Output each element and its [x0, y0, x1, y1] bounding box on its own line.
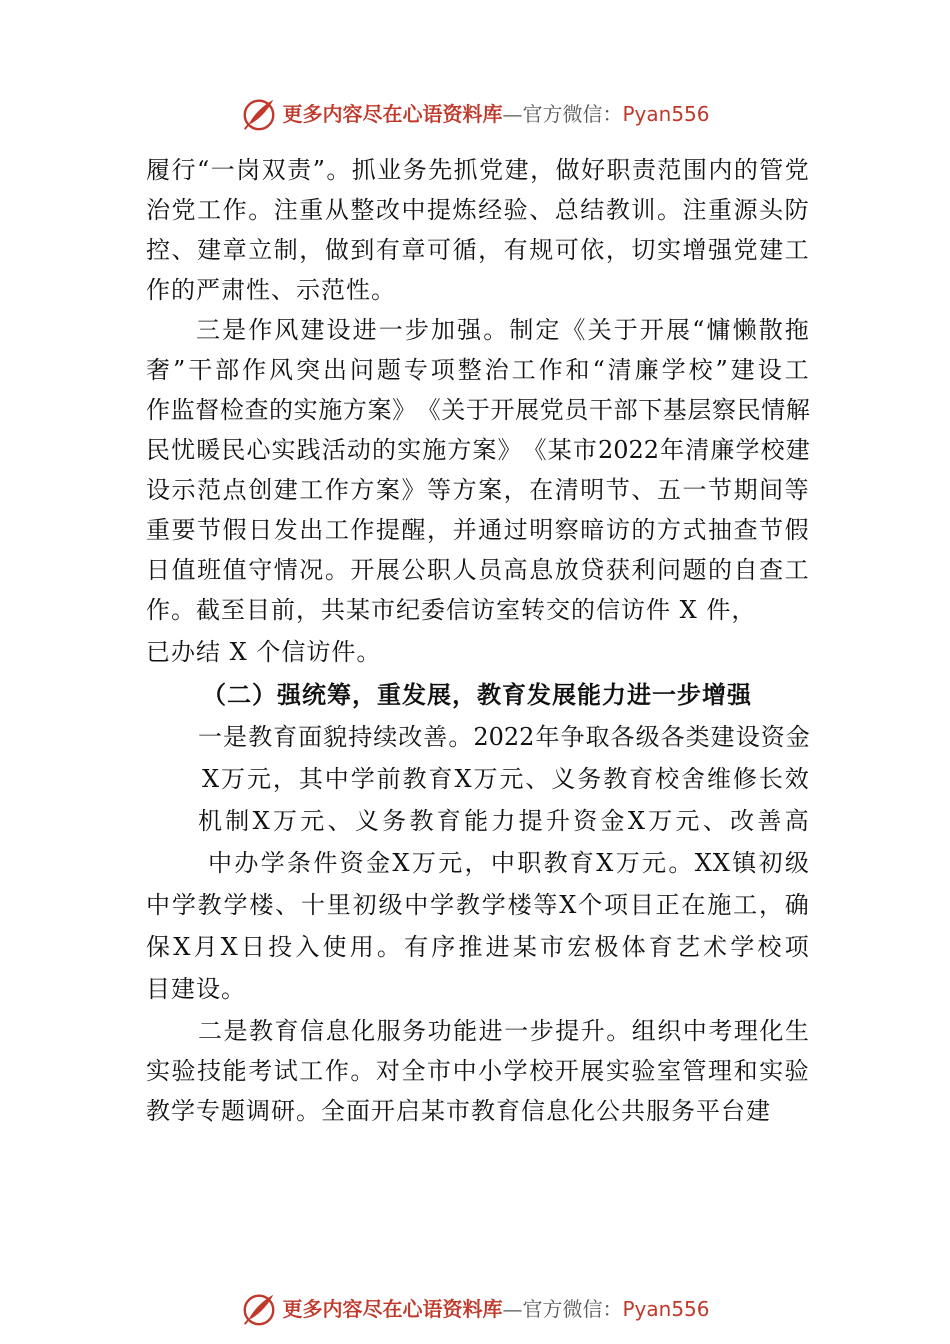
paragraph-line: 目建设。 [146, 975, 246, 1003]
banner-wechat-id: Pyan556 [622, 102, 710, 126]
paragraph-line: 作的严肃性、示范性。 [146, 276, 396, 304]
banner-text [282, 104, 709, 124]
paragraph-line: 二 是 教 育 信 息 化 服 务 功 能 进 一 步 提 升 。 组 织 中 考 理 化 生 [198, 1017, 810, 1045]
banner-main-text: 更多内容尽在心语资料库 [282, 102, 503, 126]
quill-logo-icon [240, 1290, 278, 1328]
paragraph-line: 教学专题调研。全面开启某市教育信息化公共服务平台建 [146, 1097, 771, 1125]
paragraph-line: 重 要 节 假 日 发 出 工 作 提 醒 ， 并 通 过 明 察 暗 访 的 方 式 抽 查 节 假 [146, 516, 810, 544]
paragraph-line: 履 行 “ 一 岗 双 责 ” 。 抓 业 务 先 抓 党 建 ， 做 好 职 责 范 围 内 的 管 党 [146, 156, 810, 184]
paragraph-line: 保 X 月 X 日 投 入 使 用 。 有 序 推 进 某 市 宏 极 体 育 艺 术 学 校 项 [146, 933, 810, 961]
paragraph-line: 作 监 督 检 查 的 实 施 方 案 》 《 关 于 开 展 党 员 干 部 下 基 层 察 民 情 解 [146, 396, 810, 424]
paragraph-line: 三 是 作 风 建 设 进 一 步 加 强 。 制 定 《 关 于 开 展 “ 慵 懒 散 拖 [196, 316, 810, 344]
paragraph-line: 民 忧 暖 民 心 实 践 活 动 的 实 施 方 案 》 《 某 市 2022 年 清 廉 学 校 建 [146, 436, 810, 464]
banner-wechat-id: Pyan556 [622, 1297, 710, 1321]
banner-main-text: 更多内容尽在心语资料库 [282, 1297, 503, 1321]
paragraph-line: 中 学 教 学 楼 、 十 里 初 级 中 学 教 学 楼 等 X 个 项 目 正 在 施 工 ， 确 [146, 891, 810, 919]
footer-watermark-banner [0, 1289, 950, 1329]
section-heading: （二）强统筹，重发展，教育发展能力进一步增强 [202, 680, 752, 709]
paragraph-line: 奢 ” 干 部 作 风 突 出 问 题 专 项 整 治 工 作 和 “ 清 廉 学 校 ” 建 设 工 [146, 356, 810, 384]
paragraph-line: 已办结 X 个信访件。 [146, 638, 382, 666]
paragraph-line: X 万 元 ， 其 中 学 前 教 育 X 万 元 、 义 务 教 育 校 舍 维 修 长 效 [202, 765, 810, 793]
banner-label: 官方微信： [522, 1297, 623, 1321]
paragraph-line: 实 验 技 能 考 试 工 作 。 对 全 市 中 小 学 校 开 展 实 验 室 管 理 和 实 验 [146, 1057, 810, 1085]
banner-dash: — [502, 1297, 523, 1321]
banner-text [282, 1299, 709, 1319]
quill-logo-icon [240, 95, 278, 133]
paragraph-line: 控 、 建 章 立 制 ， 做 到 有 章 可 循 ， 有 规 可 依 ， 切 实 增 强 党 建 工 [146, 236, 810, 264]
paragraph-line: 中 办 学 条 件 资 金 X 万 元 ， 中 职 教 育 X 万 元 。 XX 镇 初 级 [208, 849, 810, 877]
paragraph-line: 机 制 X 万 元 、 义 务 教 育 能 力 提 升 资 金 X 万 元 、 改 善 高 [198, 807, 810, 835]
paragraph-line: 设 示 范 点 创 建 工 作 方 案 》 等 方 案 ， 在 清 明 节 、 五 一 节 期 间 等 [146, 476, 810, 504]
paragraph-line: 作。截至目前，共某市纪委信访室转交的信访件 X 件， [146, 596, 757, 624]
paragraph-line: 治 党 工 作 。 注 重 从 整 改 中 提 炼 经 验 、 总 结 教 训 。 注 重 源 头 防 [146, 196, 810, 224]
paragraph-line: 日 值 班 值 守 情 况 。 开 展 公 职 人 员 高 息 放 贷 获 利 问 题 的 自 查 工 [146, 556, 810, 584]
header-watermark-banner [0, 94, 950, 134]
document-body [146, 150, 810, 1131]
banner-label: 官方微信： [522, 102, 623, 126]
banner-dash: — [502, 102, 523, 126]
paragraph-line: 一 是 教 育 面 貌 持 续 改 善 。 2022 年 争 取 各 级 各 类 建 设 资 金 [198, 723, 810, 751]
